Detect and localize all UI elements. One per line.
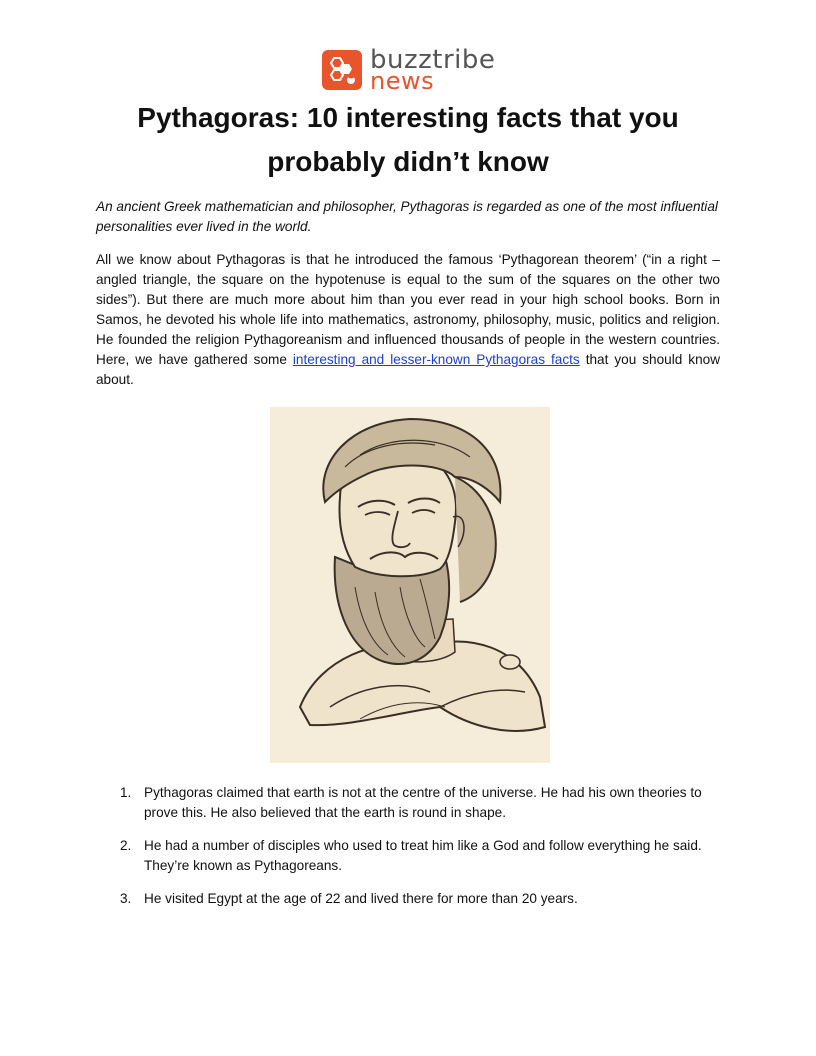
list-item-text: He had a number of disciples who used to treat him like a God and follow everything he said. They’re known as Pythagoreans. xyxy=(144,838,702,873)
bee-hex-icon xyxy=(322,50,362,90)
pythagoras-portrait xyxy=(270,407,550,763)
list-item xyxy=(96,783,720,823)
body-text-before-link: All we know about Pythagoras is that he introduced the famous ‘Pythagorean theorem’ (“in a right – angled triangle, the square on the hypotenuse is equal to the sum of the squares on the other two sides”). But there are much more about him than you ever read in your high school books. Born in Samos, he devoted his whole life into mathematics, astronomy, philosophy, music, politics and religion. He founded the religion Pythagoreanism and influenced thousands of people in the western countries. Here, we have gathered some xyxy=(96,252,720,367)
logo-word-news: news xyxy=(370,67,435,95)
list-item-number: 1. xyxy=(120,785,132,800)
body-text-after-link: that you should know about. xyxy=(96,352,721,387)
article-intro: An ancient Greek mathematician and philosopher, Pythagoras is regarded as one of the most influential personalities ever lived in the world. xyxy=(96,199,718,234)
list-item xyxy=(96,836,720,876)
list-item-text: Pythagoras claimed that earth is not at the centre of the universe. He had his own theories to prove this. He also believed that the earth is round in shape. xyxy=(144,785,702,820)
list-item-text: He visited Egypt at the age of 22 and lived there for more than 20 years. xyxy=(144,891,578,906)
article-title: Pythagoras: 10 interesting facts that you probably didn’t know xyxy=(137,102,679,177)
site-logo[interactable] xyxy=(322,45,496,95)
list-item-number: 3. xyxy=(120,891,132,906)
article-body xyxy=(96,250,720,390)
logo-word-buzztribe: buzztribe xyxy=(370,45,496,75)
logo-wordmark xyxy=(370,45,496,95)
list-item xyxy=(96,889,720,909)
facts-list xyxy=(96,783,720,922)
facts-link[interactable]: interesting and lesser-known Pythagoras facts xyxy=(292,352,580,367)
list-item-number: 2. xyxy=(120,838,132,853)
